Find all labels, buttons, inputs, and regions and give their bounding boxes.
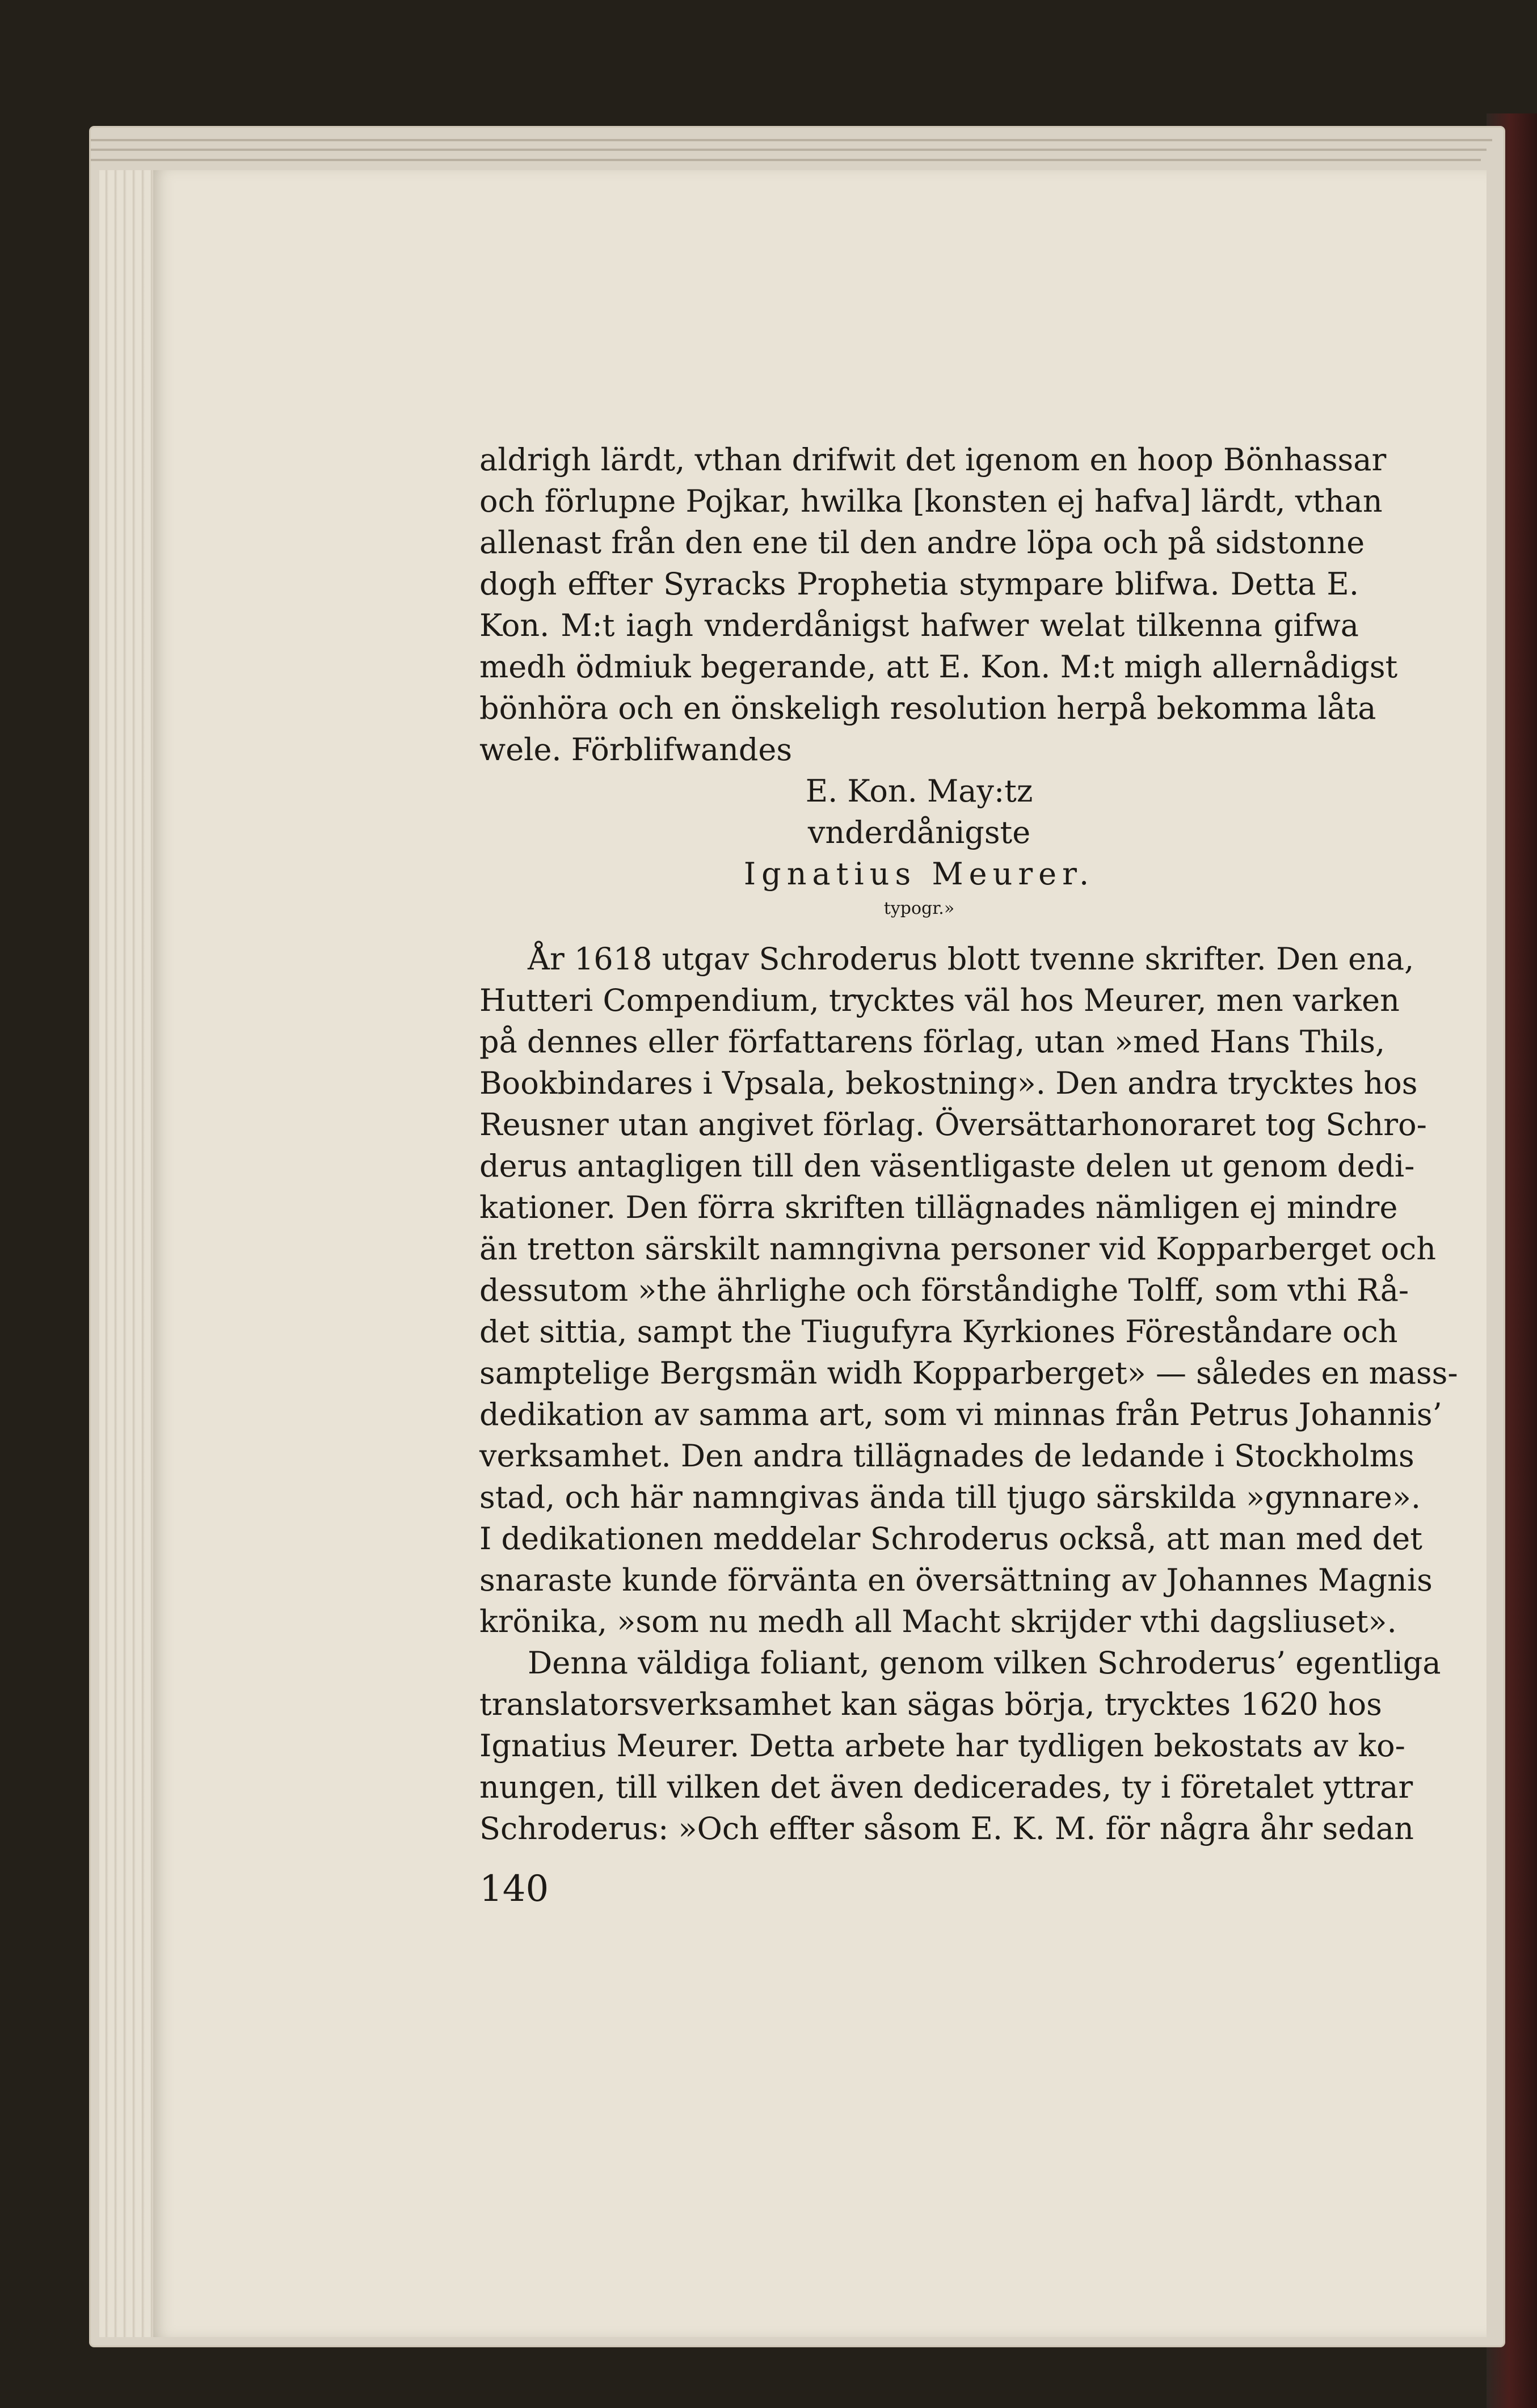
- text-line: Schroderus: »Och effter såsom E. K. M. för några åhr sedan: [479, 1811, 1414, 1846]
- text-line: Kon. M:t iagh vnderdånigst hafwer welat tilkenna gifwa: [479, 608, 1359, 643]
- text-line: År 1618 utgav Schroderus blott tvenne skrifter. Den ena,: [528, 941, 1414, 977]
- text-line: på dennes eller författarens förlag, utan »med Hans Thils,: [479, 1024, 1386, 1060]
- page-edges-left: [99, 170, 162, 2337]
- text-line: samptelige Bergsmän widh Kopparberget» — således en mass-: [479, 1355, 1458, 1391]
- text-line: I dedikationen meddelar Schroderus också, att man med det: [479, 1521, 1422, 1557]
- text-line: nungen, till vilken det även dedicerades, ty i företalet yttrar: [479, 1769, 1413, 1805]
- text-line: Ignatius Meurer. Detta arbete har tydligen bekostats av ko-: [479, 1728, 1405, 1764]
- text-line: krönika, »som nu medh all Macht skrijder vthi dagsliuset».: [479, 1604, 1397, 1639]
- text-line: dedikation av samma art, som vi minnas från Petrus Johannis’: [479, 1397, 1442, 1432]
- text-line: Hutteri Compendium, trycktes väl hos Meurer, men varken: [479, 982, 1400, 1018]
- signature-note: typogr.»: [883, 899, 955, 918]
- text-line: kationer. Den förra skriften tillägnades nämligen ej mindre: [479, 1190, 1398, 1225]
- text-line: dessutom »the ährlighe och förståndighe Tolff, som vthi Rå-: [479, 1272, 1409, 1308]
- text-line: det sittia, sampt the Tiugufyra Kyrkiones Föreståndare och: [479, 1314, 1398, 1350]
- text-line: bönhöra och en önskeligh resolution herpå bekomma låta: [479, 690, 1376, 726]
- text-line: Denna väldiga foliant, genom vilken Schroderus’ egentliga: [528, 1645, 1441, 1681]
- text-line: snaraste kunde förvänta en översättning av Johannes Magnis: [479, 1562, 1433, 1598]
- text-line: än tretton särskilt namngivna personer vid Kopparberget och: [479, 1231, 1437, 1267]
- signature: Ignatius Meurer.: [743, 856, 1095, 892]
- text-line: medh ödmiuk begerande, att E. Kon. M:t migh allernådigst: [479, 649, 1398, 685]
- page-number: 140: [479, 1868, 549, 1910]
- text-line: Reusner utan angivet förlag. Översättarhonoraret tog Schro-: [479, 1107, 1427, 1142]
- page-stack-edge-line: [91, 159, 1481, 161]
- page-stack-edge-line: [91, 149, 1487, 151]
- closing-line: vnderdånigste: [807, 815, 1031, 850]
- text-line: wele. Förblifwandes: [479, 732, 793, 767]
- text-line: stad, och här namngivas ända till tjugo särskilda »gynnare».: [479, 1479, 1421, 1515]
- text-line: allenast från den ene til den andre löpa och på sidstonne: [479, 525, 1365, 560]
- text-line: Bookbindares i Vpsala, bekostning». Den andra trycktes hos: [479, 1065, 1418, 1101]
- text-line: derus antagligen till den väsentligaste delen ut genom dedi-: [479, 1148, 1415, 1184]
- closing-line: E. Kon. May:tz: [805, 773, 1033, 809]
- text-line: verksamhet. Den andra tillägnades de ledande i Stockholms: [479, 1438, 1414, 1474]
- text-line: dogh effter Syracks Prophetia stympare blifwa. Detta E.: [479, 566, 1359, 602]
- text-line: aldrigh lärdt, vthan drifwit det igenom en hoop Bönhassar: [479, 442, 1387, 478]
- text-line: och förlupne Pojkar, hwilka [konsten ej hafva] lärdt, vthan: [479, 483, 1383, 519]
- text-line: translatorsverksamhet kan sägas börja, trycktes 1620 hos: [479, 1686, 1382, 1722]
- page-stack-edge-line: [91, 139, 1492, 141]
